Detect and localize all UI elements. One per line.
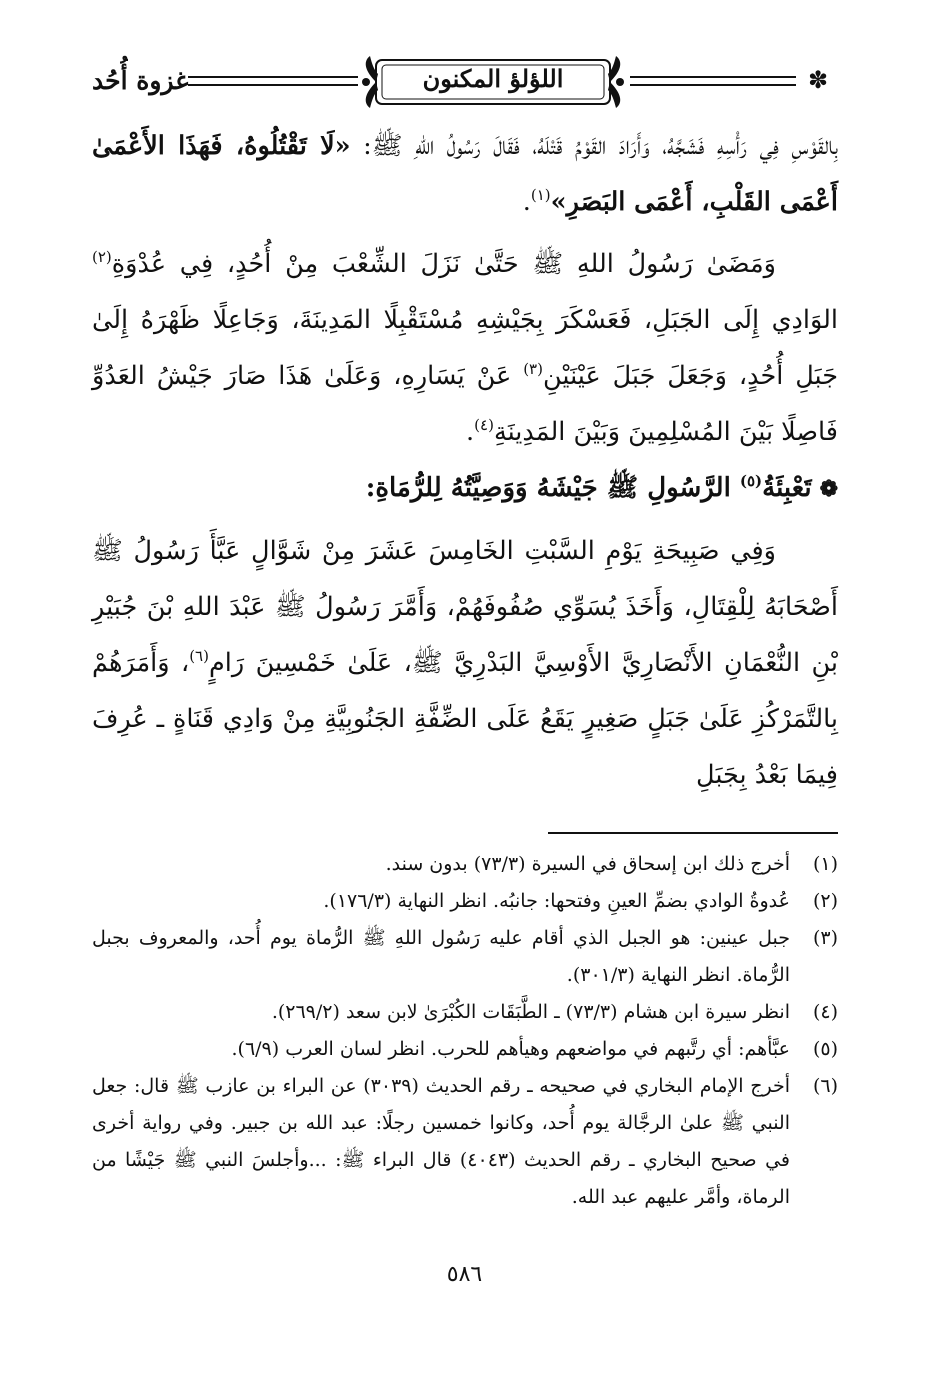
footnote-number: (٣) (812, 927, 838, 949)
footnote-ref-1[interactable]: (١) (530, 186, 551, 204)
footnote-text: انظر سيرة ابن هشام (٧٣/٣) ـ الطَّبَقَات الكُبْرَىٰ لابن سعد (٢٦٩/٢). (271, 1001, 790, 1023)
footnote-separator (548, 832, 838, 834)
footnote-ref-4[interactable]: (٤) (474, 416, 494, 434)
section-subheading (92, 460, 838, 517)
subheading-part-2: الرَّسُولِ ﷺ جَيْشَهُ وَوَصِيَّتُهُ لِلرُّمَاةِ: (365, 473, 740, 503)
ornament-mark-icon: ✽ (808, 66, 829, 94)
page-header (92, 52, 838, 116)
paragraph-2-part-1: وَمَضَىٰ رَسُولُ اللهِ ﷺ حَتَّىٰ نَزَلَ الشِّعْبَ مِنْ أُحُدٍ، فِي عُدْوَةِ (111, 249, 776, 279)
footnote-text: عُدوةُ الوادي بضمِّ العينِ وفتحها: جانبُه. انظر النهاية (١٧٦/٣). (323, 890, 790, 912)
footnote-text: أخرج الإمام البخاري في صحيحه ـ رقم الحديث (٣٠٣٩) عن البراء بن عازب ﷺ قال: جعل النبي ﷺ علىٰ الرجَّالة يوم أُحد، وكانوا خمسين رجلًا: عبد الله بن جبير. وفي رواية أخرى في صحيح البخاري ـ رقم الحديث (٤٠٤٣) قال البراء ﷺ: ...وأجلسَ النبي ﷺ جَيْشًا من الرماة، وأمَّر عليهم عبد الله. (92, 1075, 791, 1208)
footnote-ref-6[interactable]: (٦) (189, 647, 209, 665)
flower-bullet-icon: ❁ (819, 476, 838, 502)
footnote-5 (92, 1031, 838, 1068)
footnote-text: عبَّأهم: أي رتَّبهم في مواضعهم وهيأهم للحرب. انظر لسان العرب (٦/٩). (231, 1038, 790, 1060)
main-text (92, 118, 838, 803)
footnote-1 (92, 846, 838, 883)
footnote-text: أخرج ذلك ابن إسحاق في السيرة (٧٣/٣) بدون سند. (385, 853, 790, 875)
book-title-emblem (360, 52, 626, 112)
paragraph-1 (92, 118, 838, 230)
footnote-number: (٥) (812, 1038, 838, 1060)
subheading-part-1: تَعْبِئَةُ (762, 473, 812, 503)
prophet-quote: «لَا تَقْتُلُوهُ، فَهَذَا الأَعْمَىٰ أَعْمَى القَلْبِ، أَعْمَى البَصَرِ» (92, 131, 838, 217)
header-rule-left (188, 76, 358, 86)
paragraph-3-part-2: ، وَأَمَرَهُمْ بِالتَّمَرْكُزِ عَلَىٰ جَبَلٍ صَغِيرٍ يَقَعُ عَلَى الضِّفَّةِ الجَنُوبِيَّةِ مِنْ وَادِي قَنَاةٍ ـ عُرِفَ فِيمَا بَعْدُ بِجَبَلِ (92, 648, 838, 790)
paragraph-2-end: . (466, 417, 475, 447)
footnote-number: (٢) (812, 890, 838, 912)
footnote-ref-5[interactable]: (٥) (739, 472, 763, 490)
book-title: اللؤلؤ المكنون (422, 64, 564, 93)
paragraph-1-text: بِالقَوْسِ فِي رَأْسِهِ فَشَجَّهُ، وَأَرَادَ القَوْمُ قَتْلَهُ، فَقَالَ رَسُولُ اللهِ ﷺ: (350, 131, 838, 161)
footnote-ref-3[interactable]: (٣) (523, 360, 543, 378)
footnote-3 (92, 920, 838, 994)
footnote-ref-2[interactable]: (٢) (92, 248, 112, 266)
page-number: ٥٨٦ (446, 1262, 483, 1287)
section-title: غزوة أُحُد (92, 66, 189, 95)
paragraph-1-end: . (522, 187, 531, 217)
header-rule-right (630, 76, 796, 86)
footnote-text: جبل عينين: هو الجبل الذي أقام عليه رَسُول اللهِ ﷺ الرُّماة يوم أُحد، والمعروف بجبل الرُّماة. انظر النهاية (٣٠١/٣). (92, 927, 790, 986)
footnote-number: (٦) (812, 1075, 838, 1097)
footnote-4 (92, 994, 838, 1031)
paragraph-2-part-3: عَنْ يَسَارِهِ، وَعَلَىٰ هَذَا صَارَ جَيْشُ العَدُوِّ فَاصِلًا بَيْنَ المُسْلِمِينَ وَبَيْنَ المَدِينَةِ (92, 361, 838, 447)
footnote-number: (١) (812, 853, 838, 875)
footnote-2 (92, 883, 838, 920)
paragraph-2 (92, 236, 838, 460)
paragraph-3 (92, 523, 838, 803)
paragraph-2-part-2: الوَادِي إِلَى الجَبَلِ، فَعَسْكَرَ بِجَيْشِهِ مُسْتَقْبِلًا المَدِينَةَ، وَجَاعِلًا ظَهْرَهُ إِلَىٰ جَبَلِ أُحُدٍ، وَجَعَلَ جَبَلَ عَيْنَيْنِ (92, 305, 838, 391)
paragraph-3-part-1: وَفِي صَبِيحَةِ يَوْمِ السَّبْتِ الخَامِسَ عَشَرَ مِنْ شَوَّالٍ عَبَّأَ رَسُولُ ﷺ أَصْحَابَهُ لِلْقِتَالِ، وَأَخَذَ يُسَوِّي صُفُوفَهُمْ، وَأَمَّرَ رَسُولُ ﷺ عَبْدَ اللهِ بْنَ جُبَيْرِ بْنِ النُّعْمَانِ الأَنْصَارِيَّ الأَوْسِيَّ البَدْرِيَّ ﷺ، عَلَىٰ خَمْسِينَ رَامٍ (92, 536, 838, 678)
footnote-6 (92, 1068, 838, 1216)
footnotes (92, 846, 838, 1216)
footnote-number: (٤) (812, 1001, 838, 1023)
